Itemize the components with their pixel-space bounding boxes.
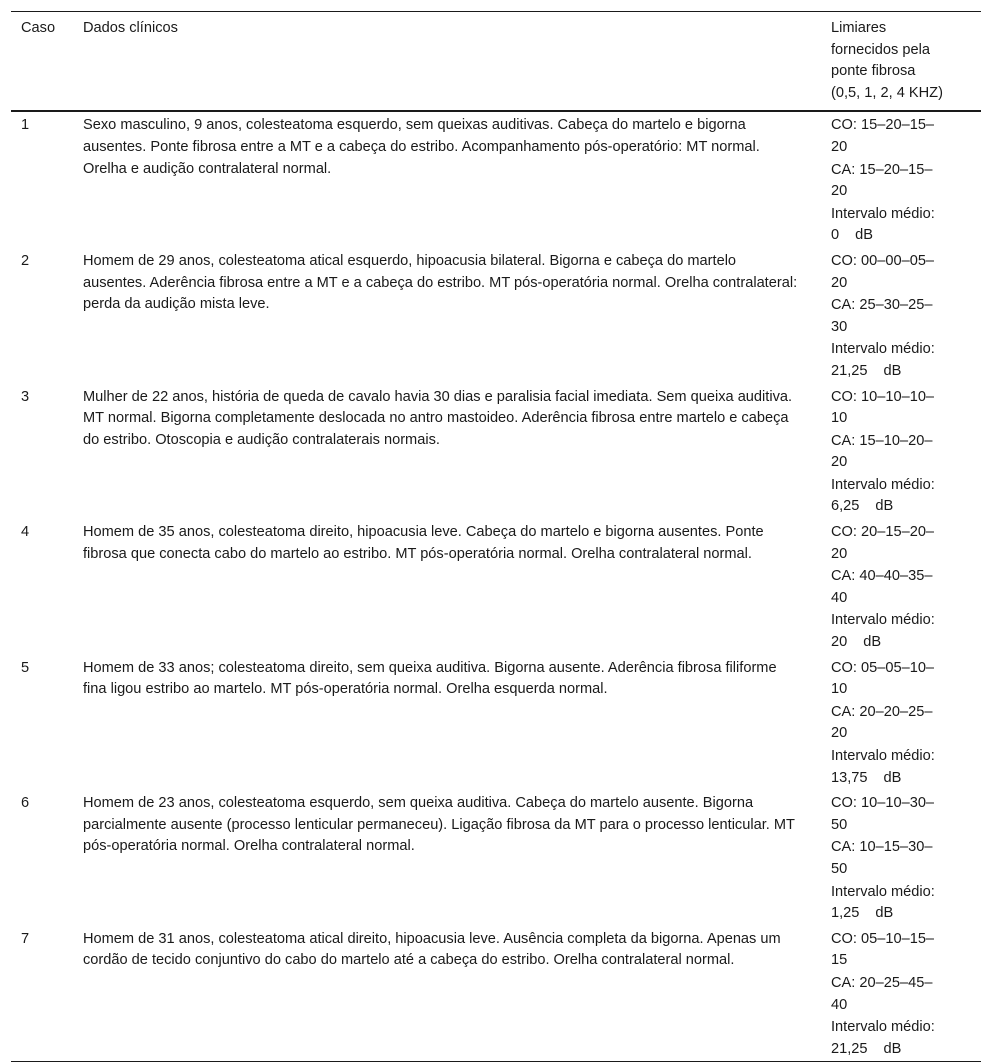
interval-value-line	[831, 361, 947, 383]
interval-label: Intervalo médio:	[831, 205, 935, 222]
table-row	[11, 790, 981, 926]
header-dados-clinicos: Dados clínicos	[83, 20, 178, 36]
interval-value: 1,25	[831, 905, 860, 922]
threshold-ca: CA: 20–25–45–40	[831, 974, 933, 1013]
clinical-cases-table	[11, 11, 981, 1062]
cell-caso: 7	[21, 930, 30, 947]
threshold-ca: CA: 15–10–20–20	[831, 432, 933, 471]
cell-dados-clinicos: Homem de 31 anos, colesteatoma atical direito, hipoacusia leve. Ausência completa da bigorna. Apenas um cordão de tecido conjuntivo do cabo do martelo até a cabeça do estribo. Orelha contralateral normal.	[83, 930, 781, 969]
header-limiares: Limiares fornecidos pela ponte fibrosa (0,5, 1, 2, 4 KHZ)	[831, 20, 943, 101]
threshold-co: CO: 15–20–15–20	[831, 117, 935, 155]
cell-dados-clinicos: Homem de 35 anos, colesteatoma direito, hipoacusia leve. Cabeça do martelo e bigorna ausentes. Ponte fibrosa que conecta cabo do martelo ao estribo. MT pós-operatória normal. Orelha contralateral normal.	[83, 524, 764, 562]
table-header-row	[11, 12, 981, 112]
table-row	[11, 655, 981, 791]
threshold-ca: CA: 15–20–15–20	[831, 161, 933, 200]
cell-limiares	[821, 519, 981, 655]
table-body	[11, 111, 981, 1061]
cell-caso: 5	[21, 659, 30, 676]
interval-value-line	[831, 768, 947, 790]
interval-unit: dB	[883, 769, 902, 786]
interval-value-line	[831, 225, 947, 247]
interval-unit: dB	[875, 905, 894, 922]
cell-dados-clinicos: Sexo masculino, 9 anos, colesteatoma esquerdo, sem queixas auditivas. Cabeça do martelo e bigorna ausentes. Ponte fibrosa entre a MT e a cabeça do estribo. Acompanhamento pós-operatório: MT normal. Orelha e audição contralateral normal.	[83, 117, 760, 177]
interval-value: 21,25	[831, 1040, 868, 1057]
threshold-ca: CA: 10–15–30–50	[831, 839, 933, 877]
interval-label: Intervalo médio:	[831, 341, 935, 358]
interval-unit: dB	[883, 362, 902, 379]
cell-caso: 1	[21, 117, 30, 134]
cell-limiares	[821, 655, 981, 791]
cell-limiares	[821, 248, 981, 384]
table-header	[11, 12, 981, 112]
cell-dados-clinicos: Mulher de 22 anos, história de queda de cavalo havia 30 dias e paralisia facial imediata. Sem queixa auditiva. MT normal. Bigorna completamente deslocada no antro mastoideo. Aderência fibrosa entre martelo e cabeça do estribo. Otoscopia e audição contralaterais normais.	[83, 388, 793, 448]
interval-value: 6,25	[831, 498, 860, 515]
cell-limiares	[821, 111, 981, 248]
cell-limiares	[821, 384, 981, 520]
threshold-ca: CA: 40–40–35–40	[831, 568, 933, 606]
interval-value-line	[831, 496, 947, 518]
cell-limiares	[821, 790, 981, 926]
threshold-co: CO: 20–15–20–20	[831, 524, 935, 562]
cell-caso: 6	[21, 795, 30, 812]
interval-unit: dB	[863, 634, 882, 651]
threshold-ca: CA: 25–30–25–30	[831, 297, 933, 335]
interval-value: 20	[831, 634, 848, 651]
interval-label: Intervalo médio:	[831, 612, 935, 629]
interval-value: 21,25	[831, 362, 868, 379]
threshold-co: CO: 10–10–10–10	[831, 388, 935, 427]
threshold-co: CO: 10–10–30–50	[831, 795, 935, 833]
interval-label: Intervalo médio:	[831, 476, 935, 493]
interval-unit: dB	[875, 498, 894, 515]
threshold-co: CO: 05–05–10–10	[831, 659, 935, 698]
threshold-ca: CA: 20–20–25–20	[831, 703, 933, 742]
cell-dados-clinicos: Homem de 33 anos; colesteatoma direito, sem queixa auditiva. Bigorna ausente. Aderência fibrosa filiforme fina ligou estribo ao martelo. MT pós-operatória normal. Orelha esquerda normal.	[83, 659, 777, 698]
interval-value-line	[831, 903, 947, 925]
table-row	[11, 248, 981, 384]
interval-label: Intervalo médio:	[831, 1019, 935, 1036]
interval-value: 13,75	[831, 769, 868, 786]
header-caso: Caso	[21, 20, 56, 36]
clinical-cases-table-container	[11, 11, 981, 1062]
table-row	[11, 926, 981, 1062]
interval-unit: dB	[883, 1040, 902, 1057]
threshold-co: CO: 00–00–05–20	[831, 252, 935, 291]
interval-value: 0	[831, 227, 840, 244]
cell-caso: 3	[21, 388, 30, 405]
table-row	[11, 111, 981, 248]
threshold-co: CO: 05–10–15–15	[831, 930, 935, 969]
cell-dados-clinicos: Homem de 29 anos, colesteatoma atical esquerdo, hipoacusia bilateral. Bigorna e cabeça do martelo ausentes. Aderência fibrosa entre a MT e a cabeça do estribo. MT pós-operatória normal. Orelha contralateral: perda da audição mista leve.	[83, 252, 798, 313]
cell-dados-clinicos: Homem de 23 anos, colesteatoma esquerdo, sem queixa auditiva. Cabeça do martelo ausente. Bigorna parcialmente ausente (processo lenticular permaneceu). Ligação fibrosa da MT para o processo lenticular. MT pós-operatória normal. Orelha contralateral normal.	[83, 795, 795, 855]
interval-unit: dB	[855, 227, 873, 244]
cell-caso: 2	[21, 252, 30, 269]
table-row	[11, 519, 981, 655]
table-row	[11, 384, 981, 520]
interval-label: Intervalo médio:	[831, 883, 935, 900]
cell-limiares	[821, 926, 981, 1062]
interval-value-line	[831, 1039, 947, 1061]
interval-value-line	[831, 632, 947, 654]
interval-label: Intervalo médio:	[831, 748, 935, 764]
cell-caso: 4	[21, 524, 30, 541]
